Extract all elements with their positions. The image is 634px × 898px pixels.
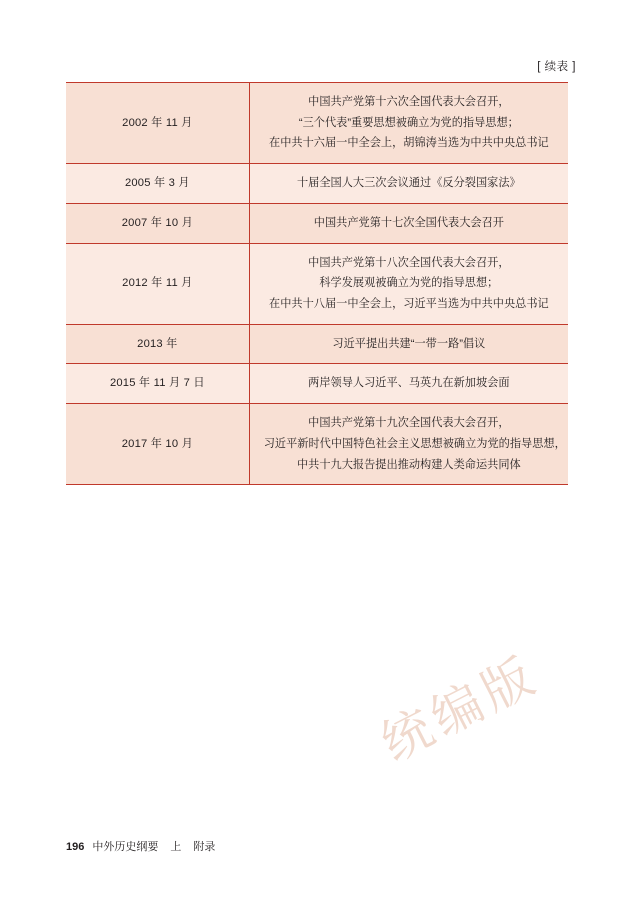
table-row (66, 203, 568, 243)
table-cell-event-line: 两岸领导人习近平、马英九在新加坡会面 (308, 377, 510, 390)
watermark: 统编版 (372, 645, 548, 772)
chronology-table-body (66, 83, 568, 485)
table-row (66, 364, 568, 404)
table-cell-date: 2005 年 3 月 (66, 164, 249, 204)
table-cell-event (249, 324, 568, 364)
table-cell-event-line: 在中共十六届一中全会上，胡锦涛当选为中共中央总书记 (269, 137, 549, 150)
table-row (66, 324, 568, 364)
table-cell-date: 2007 年 10 月 (66, 203, 249, 243)
table-cell-event (249, 404, 568, 485)
footer-page-number: 196 (66, 841, 85, 853)
table-cell-event-line: 在中共十八届一中全会上，习近平当选为中共中央总书记 (269, 298, 549, 311)
footer-book-title: 中外历史纲要 (92, 841, 159, 853)
table-cell-event-line: 十届全国人大三次会议通过《反分裂国家法》 (296, 177, 521, 190)
table-cell-event-line: 中国共产党第十六次全国代表大会召开， (308, 96, 510, 108)
footer-section: 附录 (193, 841, 216, 853)
table-cell-event-line: 中国共产党第十七次全国代表大会召开 (313, 216, 504, 229)
table-cell-event (249, 83, 568, 164)
table-cell-event-line: 习近平新时代中国特色社会主义思想被确立为党的指导思想， (263, 437, 566, 450)
table-cell-event (249, 364, 568, 404)
table-cell-date: 2012 年 11 月 (66, 243, 249, 324)
chronology-table (66, 82, 568, 485)
table-cell-event (249, 243, 568, 324)
table-cell-event-line: 中国共产党第十八次全国代表大会召开， (308, 256, 510, 269)
table-row (66, 83, 568, 164)
footer-volume: 上 (170, 841, 182, 853)
table-cell-date: 2013 年 (66, 324, 249, 364)
chronology-table-wrapper (66, 82, 568, 485)
table-cell-event-line: “三个代表”重要思想被确立为党的指导思想； (298, 116, 519, 129)
table-row (66, 404, 568, 485)
table-cell-event-line: 科学发展观被确立为党的指导思想； (319, 277, 499, 290)
table-cell-event-line: 中共十九大报告提出推动构建人类命运共同体 (296, 458, 521, 471)
table-cell-date: 2015 年 11 月 7 日 (66, 364, 249, 404)
table-cell-event-line: 中国共产党第十九次全国代表大会召开， (308, 417, 510, 430)
table-cell-date: 2017 年 10 月 (66, 404, 249, 485)
table-row (66, 243, 568, 324)
table-cell-event-line: 习近平提出共建“一带一路”倡议 (332, 337, 486, 350)
table-row (66, 164, 568, 204)
table-cell-date: 2002 年 11 月 (66, 83, 249, 164)
continued-table-marker: [ 续表 ] (537, 61, 576, 73)
page-footer (66, 838, 215, 854)
table-cell-event (249, 203, 568, 243)
table-cell-event (249, 164, 568, 204)
